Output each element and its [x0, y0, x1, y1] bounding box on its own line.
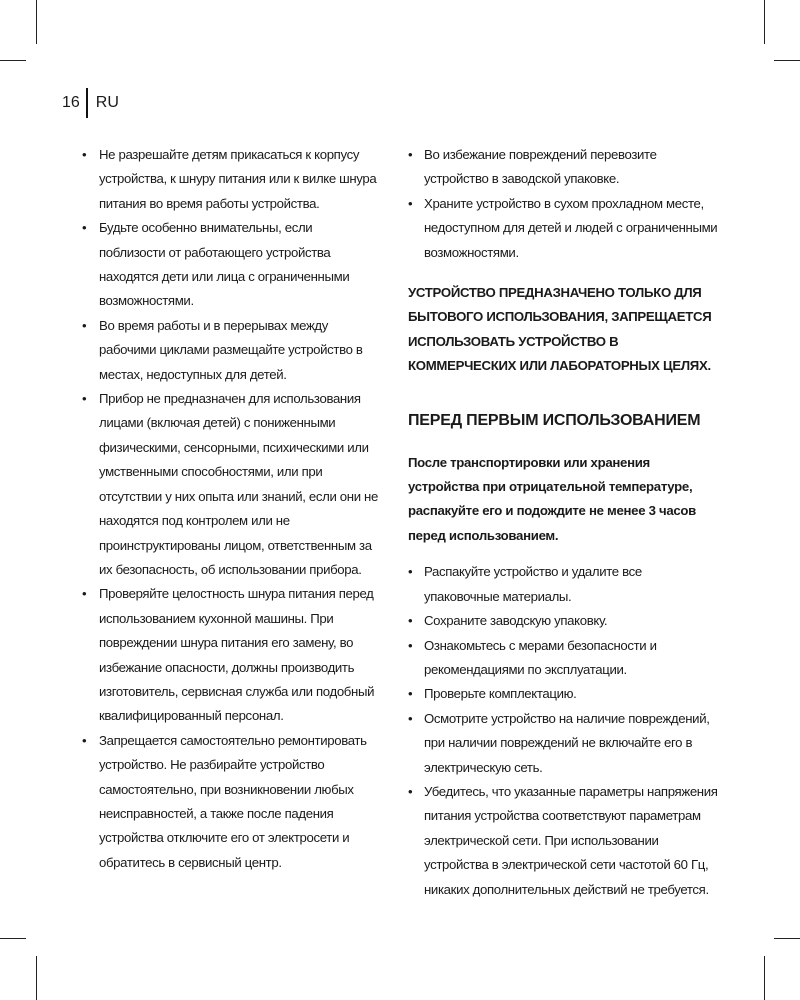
section-title: ПЕРЕД ПЕРВЫМ ИСПОЛЬЗОВАНИЕМ	[408, 411, 701, 429]
list-item-text: Во время работы и в перерывах между рабочими циклами размещайте устройство в местах, недоступных для детей.	[99, 317, 363, 382]
list-item-text: Проверяйте целостность шнура питания перед использованием кухонной машины. При повреждении шнура питания его замену, во избежание опасности, должны производить изготовитель, сервисная служба или подобный квалифицированный персонал.	[99, 586, 375, 724]
bullet-dot: •	[82, 220, 87, 236]
safety-bullet-list	[82, 143, 378, 875]
list-item	[408, 192, 720, 265]
header-separator	[86, 88, 88, 118]
list-item-text: Проверьте комплектацию.	[424, 686, 577, 702]
list-item-text: Во избежание повреждений перевозите устройство в заводской упаковке.	[424, 147, 657, 187]
bullet-dot: •	[408, 783, 413, 799]
crop-mark-bottom-right-vertical	[764, 956, 765, 1000]
list-item-text: Запрещается самостоятельно ремонтировать устройство. Не разбирайте устройство самостоятельно, при возникновении любых неисправностей, а также после падения устройства отключите его от электросети и обратитесь в сервисный центр.	[99, 732, 367, 870]
list-item	[82, 387, 378, 582]
list-item	[82, 729, 378, 875]
list-item-text: Храните устройство в сухом прохладном месте, недоступном для детей и людей с ограниченными возможностями.	[424, 195, 718, 260]
bullet-dot: •	[408, 710, 413, 726]
crop-mark-bottom-right-horizontal	[774, 938, 800, 939]
list-item	[408, 780, 720, 902]
household-use-notice: УСТРОЙСТВО ПРЕДНАЗНАЧЕНО ТОЛЬКО ДЛЯ БЫТОВОГО ИСПОЛЬЗОВАНИЯ, ЗАПРЕЩАЕТСЯ ИСПОЛЬЗОВАТЬ УСТРОЙСТВО В КОММЕРЧЕСКИХ ИЛИ ЛАБОРАТОРНЫХ ЦЕЛЯХ.	[408, 285, 712, 374]
list-item-text: Распакуйте устройство и удалите все упаковочные материалы.	[424, 564, 642, 604]
list-item-text: Убедитесь, что указанные параметры напряжения питания устройства соответствуют параметрам электрической сети. При использовании устройства в электрической сети частотой 60 Гц, никаких дополнительных действий не требуется.	[424, 783, 718, 897]
list-item	[408, 682, 720, 706]
section-intro: После транспортировки или хранения устройства при отрицательной температуре, распакуйте его и подождите не менее 3 часов перед использованием.	[408, 454, 696, 543]
bullet-dot: •	[82, 732, 87, 748]
left-column	[82, 143, 378, 875]
list-item	[82, 216, 378, 314]
crop-mark-top-left-horizontal	[0, 60, 26, 61]
list-item-text: Не разрешайте детям прикасаться к корпусу устройства, к шнуру питания или к вилке шнура питания во время работы устройства.	[99, 147, 377, 211]
bullet-dot: •	[82, 586, 87, 602]
list-item	[82, 314, 378, 387]
bullet-dot: •	[82, 317, 87, 333]
list-item-text: Будьте особенно внимательны, если поблизости от работающего устройства находятся дети или лица с ограниченными возможностями.	[99, 220, 350, 309]
crop-mark-top-right-horizontal	[774, 60, 800, 61]
crop-mark-bottom-left-horizontal	[0, 938, 26, 939]
list-item-text: Осмотрите устройство на наличие повреждений, при наличии повреждений не включайте его в электрическую сеть.	[424, 710, 710, 775]
list-item	[408, 143, 720, 192]
language-code: RU	[95, 94, 119, 111]
crop-mark-top-left-vertical	[36, 0, 37, 44]
bullet-dot: •	[408, 147, 413, 162]
bullet-dot: •	[408, 637, 413, 653]
list-item	[408, 707, 720, 780]
list-item-text: Ознакомьтесь с мерами безопасности и рекомендациями по эксплуатации.	[424, 637, 657, 677]
page-header	[62, 88, 119, 118]
bullet-dot: •	[408, 613, 413, 629]
page-number: 16	[62, 94, 80, 111]
list-item-text: Прибор не предназначен для использования лицами (включая детей) с пониженными физическими, сенсорными, психическими или умственными способностями, или при отсутствии у них опыта или знаний, если они не находятся под контролем или не проинструктированы лицом, ответственным за их безопасность, об использовании прибора.	[99, 391, 378, 577]
bullet-dot: •	[408, 564, 413, 580]
bullet-dot: •	[408, 686, 413, 702]
bullet-dot: •	[408, 195, 413, 211]
storage-bullet-list	[408, 143, 720, 265]
list-item	[82, 143, 378, 216]
list-item	[408, 634, 720, 683]
list-item	[408, 609, 720, 633]
bullet-dot: •	[82, 147, 87, 162]
bullet-dot: •	[82, 391, 87, 407]
list-item	[408, 560, 720, 609]
crop-mark-bottom-left-vertical	[36, 956, 37, 1000]
crop-mark-top-right-vertical	[764, 0, 765, 44]
first-use-bullet-list	[408, 560, 720, 902]
list-item-text: Сохраните заводскую упаковку.	[424, 613, 608, 629]
right-column	[408, 143, 720, 902]
list-item	[82, 582, 378, 728]
